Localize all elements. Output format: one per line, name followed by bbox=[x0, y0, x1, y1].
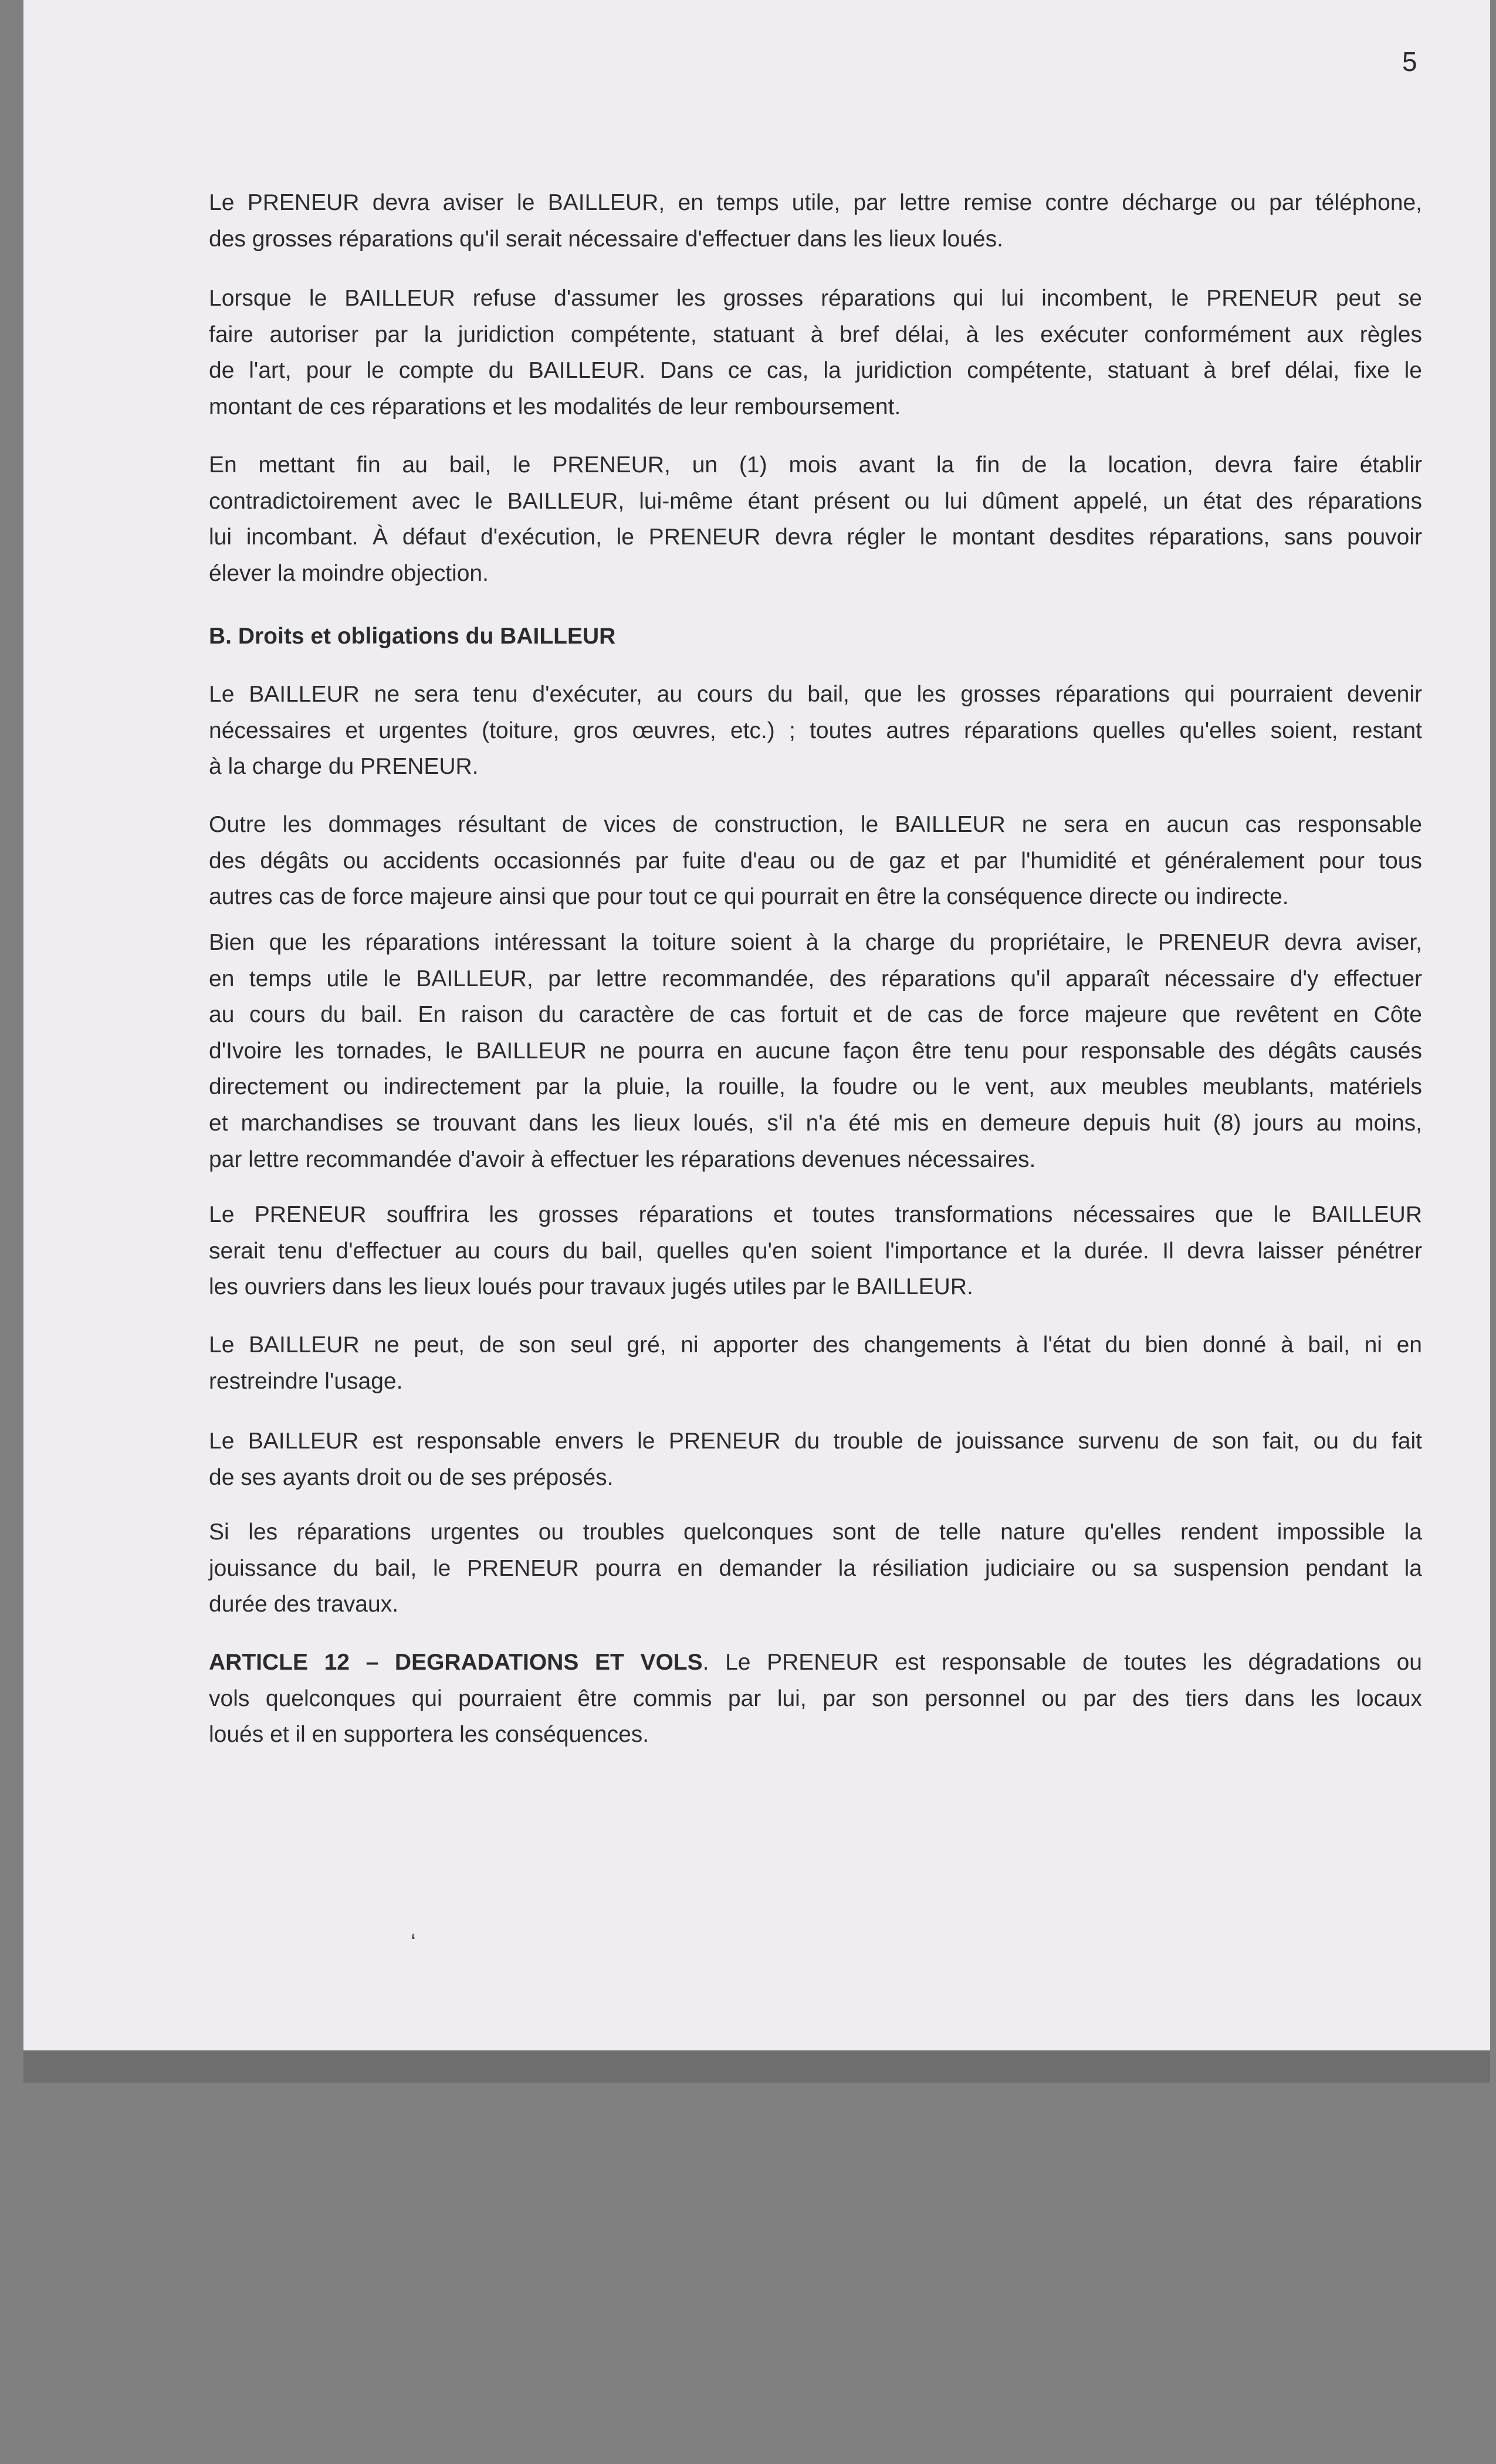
text-line: les ouvriers dans les lieux loués pour travaux jugés utiles par le BAILLEUR. bbox=[209, 1274, 973, 1300]
text-line: Le PRENEUR souffrira les grosses réparations et toutes transformations nécessaires que le BAILLEUR bbox=[209, 1202, 1422, 1227]
text-line: par lettre recommandée d'avoir à effectuer les réparations devenues nécessaires. bbox=[209, 1146, 1036, 1172]
text-line: lui incombant. À défaut d'exécution, le PRENEUR devra régler le montant desdites réparations, sans pouvoir bbox=[209, 524, 1422, 550]
text-line: directement ou indirectement par la pluie, la rouille, la foudre ou le vent, aux meubles meublants, matériels bbox=[209, 1074, 1422, 1100]
text-line: Le BAILLEUR ne sera tenu d'exécuter, au cours du bail, que les grosses réparations qui pourraient devenir bbox=[209, 682, 1422, 707]
text-line: au cours du bail. En raison du caractère de cas fortuit et de cas de force majeure que revêtent en Côte bbox=[209, 1002, 1422, 1028]
section-heading: B. Droits et obligations du BAILLEUR bbox=[209, 624, 616, 649]
text-line: à la charge du PRENEUR. bbox=[209, 754, 479, 780]
article-12 bbox=[209, 1644, 1422, 1753]
text-line: jouissance du bail, le PRENEUR pourra en demander la résiliation judiciaire ou sa suspension pendant la bbox=[209, 1555, 1422, 1581]
paragraph bbox=[209, 1327, 1422, 1399]
text-line: montant de ces réparations et les modalités de leur remboursement. bbox=[209, 394, 901, 419]
text-line: vols quelconques qui pourraient être commis par lui, par son personnel ou par des tiers dans les locaux bbox=[209, 1685, 1422, 1711]
text-line: En mettant fin au bail, le PRENEUR, un (1) mois avant la fin de la location, devra faire établir bbox=[209, 452, 1422, 478]
text-line: serait tenu d'effectuer au cours du bail, quelles qu'en soient l'importance et la durée. Il devra laisser pénétrer bbox=[209, 1238, 1422, 1264]
text-line: restreindre l'usage. bbox=[209, 1368, 403, 1394]
text-line: des grosses réparations qu'il serait nécessaire d'effectuer dans les lieux loués. bbox=[209, 226, 1003, 252]
article-12-title: ARTICLE 12 – DEGRADATIONS ET VOLS bbox=[209, 1650, 703, 1675]
text-line: Le BAILLEUR est responsable envers le PRENEUR du trouble de jouissance survenu de son fait, ou du fait bbox=[209, 1429, 1422, 1454]
text-line: loués et il en supportera les conséquences. bbox=[209, 1722, 649, 1748]
paragraph bbox=[209, 676, 1422, 785]
paragraph bbox=[209, 925, 1422, 1177]
text-line: Bien que les réparations intéressant la toiture soient à la charge du propriétaire, le PRENEUR devra aviser, bbox=[209, 930, 1422, 955]
pen-mark: ʻ bbox=[411, 1930, 416, 1956]
text-line: faire autoriser par la juridiction compétente, statuant à bref délai, à les exécuter conformément aux règles bbox=[209, 321, 1422, 347]
article-12-first-line bbox=[209, 1644, 1422, 1681]
text-line: en temps utile le BAILLEUR, par lettre recommandée, des réparations qu'il apparaît nécessaire d'y effectuer bbox=[209, 966, 1422, 991]
text-line: Lorsque le BAILLEUR refuse d'assumer les grosses réparations qui lui incombent, le PRENEUR peut se bbox=[209, 286, 1422, 311]
text-line: et marchandises se trouvant dans les lieux loués, s'il n'a été mis en demeure depuis huit (8) jours au moins, bbox=[209, 1110, 1422, 1136]
text-line: élever la moindre objection. bbox=[209, 560, 489, 586]
paragraph bbox=[209, 1197, 1422, 1305]
text-line: d'Ivoire les tornades, le BAILLEUR ne pourra en aucune façon être tenu pour responsable des dégâts causés bbox=[209, 1038, 1422, 1064]
text-line: Si les réparations urgentes ou troubles quelconques sont de telle nature qu'elles rendent impossible la bbox=[209, 1519, 1422, 1545]
text-line: Le PRENEUR devra aviser le BAILLEUR, en temps utile, par lettre remise contre décharge ou par téléphone, bbox=[209, 190, 1422, 215]
paragraph bbox=[209, 185, 1422, 257]
text-line: autres cas de force majeure ainsi que pour tout ce qui pourrait en être la conséquence directe ou indirecte. bbox=[209, 884, 1289, 910]
paragraph bbox=[209, 447, 1422, 591]
paragraph bbox=[209, 280, 1422, 425]
text-line: Outre les dommages résultant de vices de construction, le BAILLEUR ne sera en aucun cas responsable bbox=[209, 812, 1422, 837]
text-line: de l'art, pour le compte du BAILLEUR. Dans ce cas, la juridiction compétente, statuant à bref délai, fixe le bbox=[209, 358, 1422, 384]
paragraph bbox=[209, 1423, 1422, 1495]
text-line: de ses ayants droit ou de ses préposés. bbox=[209, 1464, 614, 1490]
text-line: Le BAILLEUR ne peut, de son seul gré, ni apporter des changements à l'état du bien donné à bail, ni en bbox=[209, 1332, 1422, 1358]
text-line: des dégâts ou accidents occasionnés par fuite d'eau ou de gaz et par l'humidité et généralement pour tous bbox=[209, 848, 1422, 874]
page-number: 5 bbox=[1402, 46, 1417, 77]
scan-shadow bbox=[23, 2047, 1490, 2083]
text-line: nécessaires et urgentes (toiture, gros œuvres, etc.) ; toutes autres réparations quelles qu'elles soient, restant bbox=[209, 717, 1422, 743]
text-line: durée des travaux. bbox=[209, 1592, 399, 1617]
text-line: contradictoirement avec le BAILLEUR, lui-même étant présent ou lui dûment appelé, un état des réparations bbox=[209, 488, 1422, 514]
article-12-text: . Le PRENEUR est responsable de toutes les dégradations ou bbox=[702, 1650, 1422, 1675]
paragraph bbox=[209, 807, 1422, 915]
paragraph bbox=[209, 1514, 1422, 1623]
